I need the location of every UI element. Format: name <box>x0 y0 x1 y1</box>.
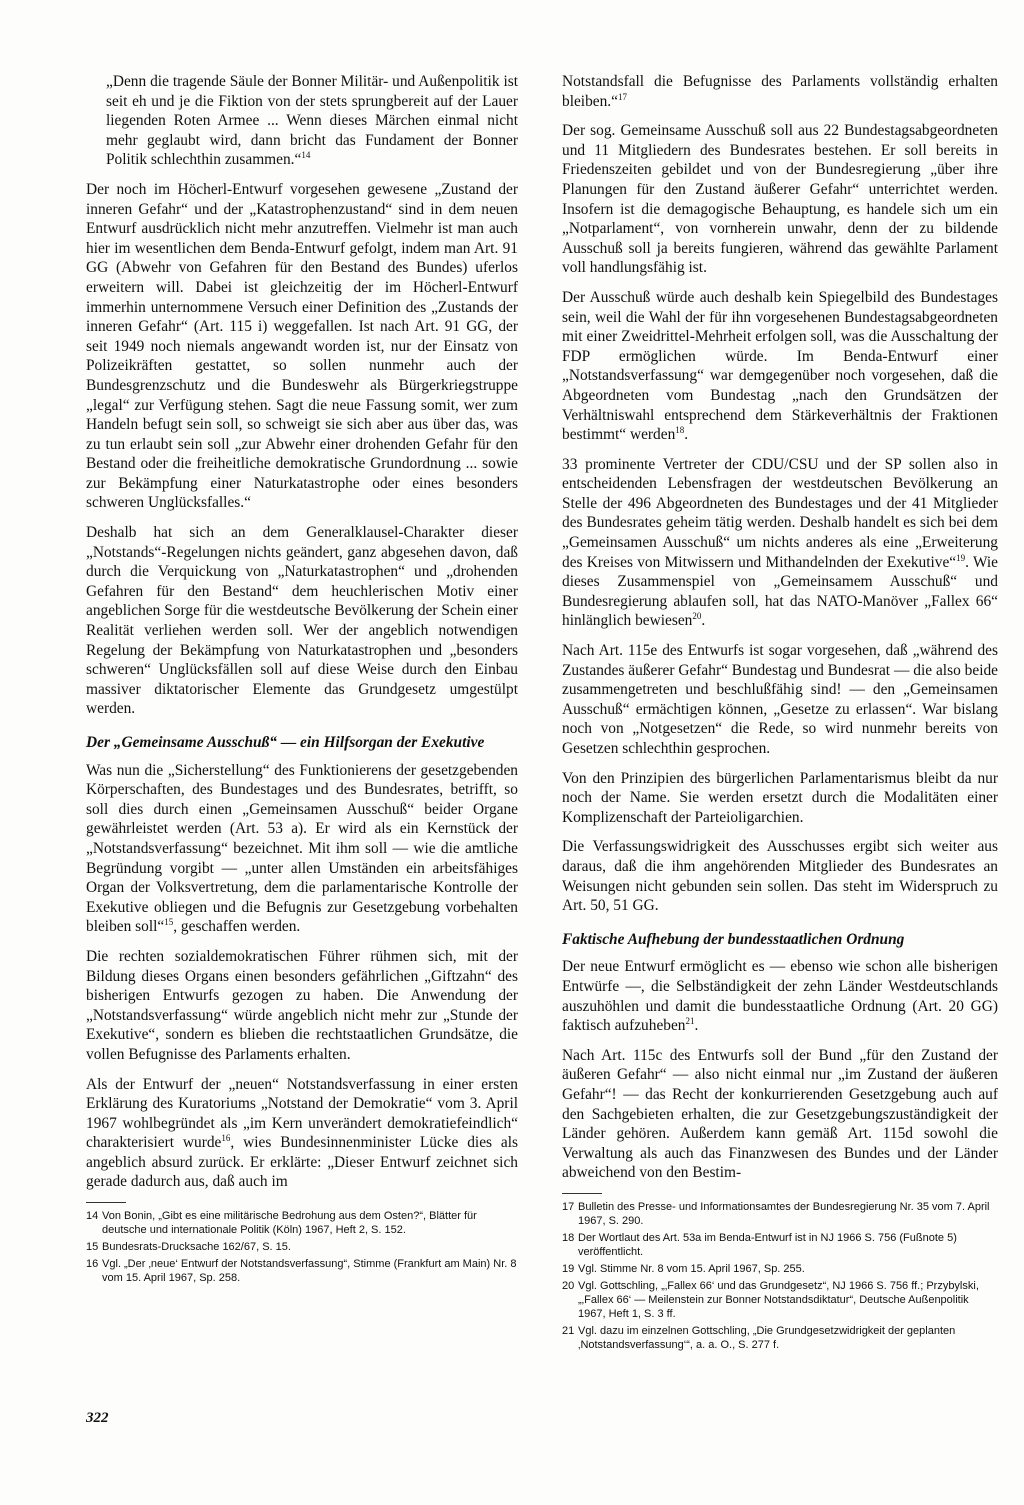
footnote-divider <box>562 1193 602 1194</box>
paragraph: Der Ausschuß würde auch deshalb kein Spiegelbild des Bundestages sein, weil die Wahl der für ihn vorgesehenen Bundestagsabgeordneten mit einer Zweidrittel-Mehrheit erfolgen soll, was die Ausschaltung der FDP ermöglichen würde. Im Benda-Entwurf einer „Notstandsverfassung“ war demgegenüber noch vorgesehen, daß die Abgeordneten vom Bundestag „nach den Grundsätzen der Verhältniswahl entsprechend dem Stärkeverhältnis der Fraktionen bestimmt“ werden$^{18}$. <box>562 288 998 444</box>
paragraph: Die Verfassungswidrigkeit des Ausschusses ergibt sich weiter aus daraus, daß die ihm angehörenden Mitglieder des Bundesrates an Weisungen nicht gebunden sein sollen. Das steht im Widerspruch zu Art. 50, 51 GG. <box>562 838 998 915</box>
footnote-ref-18[interactable]: 18 <box>675 424 685 435</box>
right-column <box>562 72 998 1355</box>
footnote-divider <box>86 1202 126 1203</box>
section-heading-bundesstaatliche-ordnung: Faktische Aufhebung der bundesstaatlichen Ordnung <box>562 930 905 948</box>
footnote-ref-15[interactable]: 15 <box>164 917 174 928</box>
footnote: 16 Vgl. „Der ‚neue‘ Entwurf der Notstandsverfassung“, Stimme (Frankfurt am Main) Nr. 8 vom 15. April 1967, Sp. 258. <box>86 1258 517 1285</box>
paragraph: Der noch im Höcherl-Entwurf vorgesehen gewesene „Zustand der inneren Gefahr“ und der „Katastrophenzustand“ sind in dem neuen Entwurf ausdrücklich nicht mehr anzutreffen. Vielmehr ist man auch hier im wesentlichen dem Benda-Entwurf gefolgt, indem man Art. 91 GG (Abwehr von Gefahren für den Bestand des Bundes) uferlos erweitern will. Dabei ist gleichzeitig der im Höcherl-Entwurf immerhin unternommene Versuch einer Definition des „Zustands der inneren Gefahr“ (Art. 115 i) weggefallen. Ist nach Art. 91 GG, der seit 1949 noch niemals angewandt worden ist, nur der Einsatz von Polizeikräften gestattet, so sollen nunmehr auch der Bundesgrenzschutz und die Bundeswehr als Bürgerkriegstruppe „legal“ zur Verfügung stehen. Sagt die neue Fassung somit, wer zum Handeln befugt sein soll, so schweigt sie sich aber aus über das, was zu tun erlaubt sein soll „zur Abwehr einer drohenden Gefahr für den Bestand oder die freiheitliche demokratische Grundordnung ... sowie zur Bekämpfung einer Naturkatastrophe oder eines besonders schweren Unglücksfalles.“ <box>86 180 518 512</box>
paragraph: Notstandsfall die Befugnisse des Parlaments vollständig erhalten bleiben.“$^{17}$ <box>562 73 998 110</box>
footnote-ref-19[interactable]: 19 <box>956 552 966 563</box>
footnote: 17 Bulletin des Presse- und Informationsamtes der Bundesregierung Nr. 35 vom 7. April 1967, S. 290. <box>562 1200 990 1227</box>
paragraph: Nach Art. 115c des Entwurfs soll der Bund „für den Zustand der äußeren Gefahr“ — also nicht einmal nur „im Zustand der äußeren Gefahr“! — das Recht der konkurrierenden Gesetzgebung auch auf den Sachgebieten erhalten, die zur Gesetzgebungszuständigkeit der Länder gehören. Außerdem kann gemäß Art. 115d sowohl die Verwaltung als auch das Finanzwesen des Bundes und der Länder abweichend von den Bestim- <box>562 1046 998 1182</box>
paragraph: Nach Art. 115e des Entwurfs ist sogar vorgesehen, daß „während des Zustandes äußerer Gefahr“ Bundestag und Bundesrat — die also beide zusammengetreten und beschlußfähig sind! — den „Gemeinsamen Ausschuß“ ermächtigen können, „Gesetze zu erlassen“. War bislang noch von „Notgesetzen“ die Rede, so wird nunmehr bereits von Gesetzen schlechthin gesprochen. <box>562 642 998 757</box>
right-footnotes <box>562 1200 998 1352</box>
footnote: 15 Bundesrats-Drucksache 162/67, S. 15. <box>86 1241 291 1254</box>
footnote-ref-21[interactable]: 21 <box>685 1016 695 1026</box>
paragraph: Die rechten sozialdemokratischen Führer rühmen sich, mit der Bildung dieses Organs einen besonders gefährlichen „Giftzahn“ des bisherigen Entwurfs gezogen zu haben. Die Anwendung der „Notstandsverfassung“ würde angeblich nicht mehr zur „Stunde der Exekutive“, sondern es blieben die rechtstaatlichen Grundsätze, die vollen Befugnisse des Parlaments erhalten. <box>86 947 518 1063</box>
footnote-ref-14[interactable]: 14 <box>301 150 311 161</box>
footnote-ref-20[interactable]: 20 <box>692 611 702 622</box>
paragraph: Als der Entwurf der „neuen“ Notstandsverfassung in einer ersten Erklärung des Kuratoriums „Notstand der Demokratie“ vom 3. April 1967 wohlbegründet als „im Kern unverändert demokratiefeindlich“ charakterisiert wurde$^{16}$, wies Bundesinnenminister Lücke dies als angeblich absurd zurück. Er erklärte: „Dieser Entwurf zeichnet sich gerade dadurch aus, daß auch im <box>86 1075 519 1191</box>
footnote: 18 Der Wortlaut des Art. 53a im Benda-Entwurf ist in NJ 1966 S. 756 (Fußnote 5) veröffentlicht. <box>562 1231 957 1258</box>
left-footnotes <box>86 1209 518 1285</box>
footnote: 14 Von Bonin, „Gibt es eine militärische Bedrohung aus dem Osten?“, Blätter für deutsche und internationale Politik (Köln) 1967, Heft 2, S. 152. <box>86 1210 477 1237</box>
footnote: 20 Vgl. Gottschling, „‚Fallex 66‘ und das Grundgesetz“, NJ 1966 S. 756 ff.; Przybylski, „‚Fallex 66‘ — Meilenstein zur Bonner Notstandsdiktatur“, Deutsche Außenpolitik 1967, Heft 1, S. 3 ff. <box>562 1279 979 1320</box>
footnote-ref-16[interactable]: 16 <box>221 1133 231 1144</box>
section-heading-gemeinsame-ausschuss: Der „Gemeinsame Ausschuß“ — ein Hilfsorgan der Exekutive <box>86 734 485 751</box>
quote-paragraph: „Denn die tragende Säule der Bonner Militär- und Außenpolitik ist seit eh und je die Fiktion von der stets sprungbereit auf der Lauer liegenden Roten Armee ... Wenn dieses Märchen einmal nicht mehr geglaubt wird, dann bricht das Fundament der Bonner Politik schlechthin zusammen.“$^{14}$ <box>106 73 518 169</box>
paragraph: Was nun die „Sicherstellung“ des Funktionierens der gesetzgebenden Körperschaften, des Bundestages und des Bundesrates, betrifft, so soll dies durch einen „Gemeinsamen Ausschuß“ beider Organe gewährleistet werden (Art. 53 a). Er wird als ein Kernstück der „Notstandsverfassung“ bezeichnet. Mit ihm soll — wie die amtliche Begründung vorgibt — „unter allen Umständen ein arbeitsfähiges Organ der Volksvertretung, dem die parlamentarische Kontrolle der Exekutive obliegen und die Befugnis zur Gesetzgebung vorbehalten bleiben soll“$^{15}$, geschaffen werden. <box>86 761 518 936</box>
footnote: 19 Vgl. Stimme Nr. 8 vom 15. April 1967, Sp. 255. <box>562 1262 805 1275</box>
paragraph: Der neue Entwurf ermöglicht es — ebenso wie schon alle bisherigen Entwürfe —, die Selbständigkeit der zehn Länder Westdeutschlands auszuhöhlen und damit die bundesstaatliche Ordnung (Art. 20 GG) faktisch aufzuheben$^{21}$. <box>562 958 998 1035</box>
paragraph: Deshalb hat sich an dem Generalklausel-Charakter dieser „Notstands“-Regelungen nichts geändert, ganz abgesehen davon, daß durch die Verquickung von „Naturkatastrophen“ und „drohenden Gefahren für den Bestand“ dem heuchlerischen Motiv einer angeblichen Sorge für die westdeutsche Bevölkerung der Schein einer Realität verliehen werden soll. Wer der angeblich notwendigen Regelung der Bekämpfung von Naturkatastrophen und „besonders schweren“ Unglücksfällen soll auf diese Weise durch den Einbau massiver diktatorischer Elemente das Grundgesetz umgestülpt werden. <box>86 524 518 718</box>
footnote: 21 Vgl. dazu im einzelnen Gottschling, „Die Grundgesetzwidrigkeit der geplanten ‚Notstandsverfassung‘“, a. a. O., S. 277 f. <box>562 1324 956 1351</box>
paragraph: Der sog. Gemeinsame Ausschuß soll aus 22 Bundestagsabgeordneten und 11 Mitgliedern des Bundesrates bestehen. Er soll bereits in Friedenszeiten gebildet und von der Bundesregierung „über ihre Planungen für den Zustand äußerer Gefahr“ unterrichtet werden. Insofern ist die demagogische Behauptung, es handele sich um ein „Notparlament“, von vornherein unwahr, denn der zu bildende Ausschuß soll ja bereits fungieren, während das gewählte Parlament voll handlungsfähig ist. <box>562 122 998 277</box>
page-number: 322 <box>86 1410 109 1426</box>
footnote-ref-17[interactable]: 17 <box>617 91 627 102</box>
paragraph: Von den Prinzipien des bürgerlichen Parlamentarismus bleibt da nur noch der Name. Sie werden ersetzt durch die Modalitäten einer Komplizenschaft der Parteioligarchien. <box>562 769 998 826</box>
paragraph: 33 prominente Vertreter der CDU/CSU und der SP sollen also in entscheidenden Lebensfragen der westdeutschen Bevölkerung an Stelle der 496 Abgeordneten des Bundestages und der 41 Mitglieder des Bundesrates geheim tätig werden. Deshalb handelt es sich bei dem „Gemeinsamen Ausschuß“ um nichts anderes als eine „Erweiterung des Kreises von Mitwissern und Mithandelnden der Exekutive“$^{19}$. Wie dieses Zusammenspiel von „Gemeinsamem Ausschuß“ und Bundesregierung ablaufen soll, hat das NATO-Manöver „Fallex 66“ hinlänglich bewiesen$^{20}$. <box>562 455 999 630</box>
left-column <box>86 72 518 1288</box>
